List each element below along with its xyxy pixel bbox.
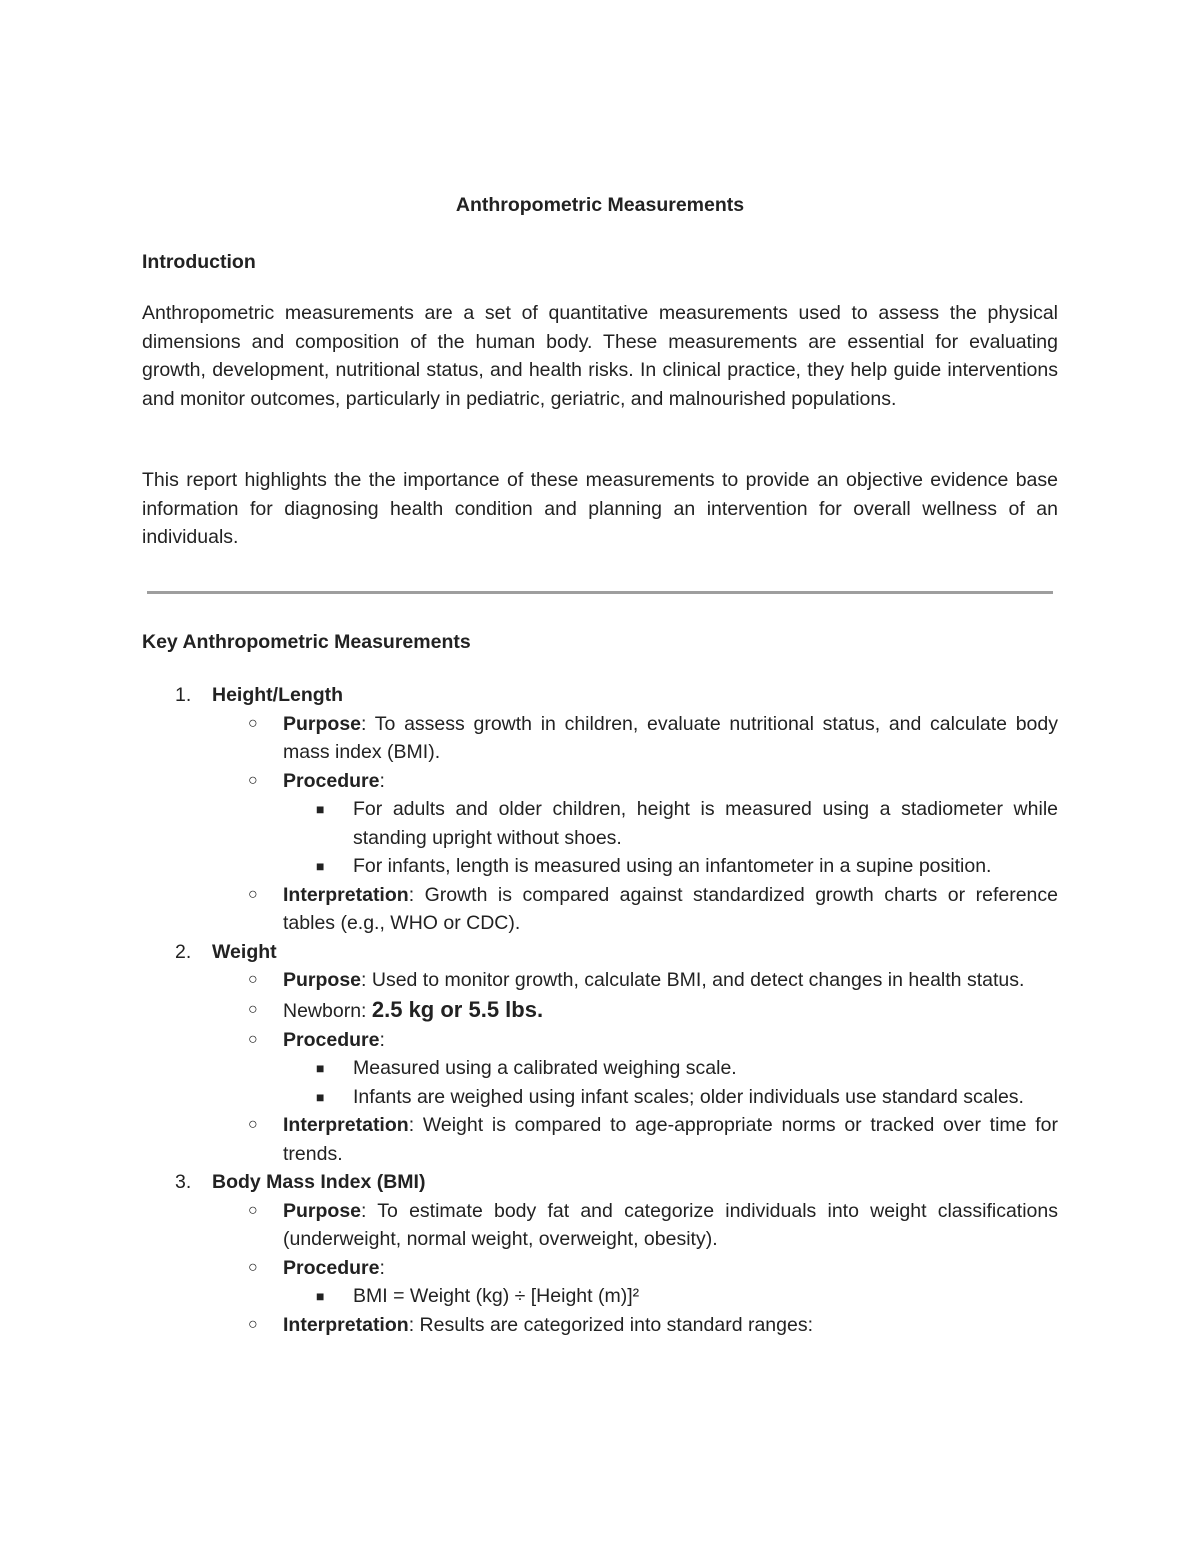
procedure-step-text: Infants are weighed using infant scales; older individuals use standard scales. xyxy=(353,1085,1024,1108)
circle-bullet-icon: ○ xyxy=(248,885,258,903)
circle-bullet-icon: ○ xyxy=(248,714,258,732)
procedure-step xyxy=(142,1282,1058,1311)
circle-bullet-icon: ○ xyxy=(248,1315,258,1333)
horizontal-divider xyxy=(147,591,1053,594)
procedure-colon: : xyxy=(379,769,385,792)
measurements-list xyxy=(142,681,1058,1339)
sub-item-purpose xyxy=(142,710,1058,767)
sub-item-purpose xyxy=(142,966,1058,995)
procedure-step xyxy=(142,1083,1058,1112)
interpretation-text: : Growth is compared against standardized growth charts or reference tables (e.g., WHO or CDC). xyxy=(283,883,1058,934)
circle-bullet-icon: ○ xyxy=(248,1116,258,1133)
purpose-label: Purpose xyxy=(283,712,362,735)
circle-bullet-icon: ○ xyxy=(248,771,258,789)
key-measurements-heading: Key Anthropometric Measurements xyxy=(142,631,471,653)
list-number: 2. xyxy=(175,940,192,963)
interpretation-label: Interpretation xyxy=(283,1114,409,1136)
procedure-colon: : xyxy=(379,1028,385,1051)
sub-item-newborn xyxy=(142,995,1058,1026)
sub-item-interpretation xyxy=(142,881,1058,938)
list-number: 3. xyxy=(175,1171,192,1193)
sub-item-interpretation xyxy=(142,1311,1058,1340)
list-item-weight xyxy=(142,938,1058,967)
list-item-bmi xyxy=(142,1168,1058,1197)
list-item-title: Height/Length xyxy=(212,684,344,706)
square-bullet-icon: ■ xyxy=(316,801,325,817)
purpose-text: : To assess growth in children, evaluate nutritional status, and calculate body mass index (BMI). xyxy=(283,712,1058,763)
procedure-step xyxy=(142,795,1058,852)
sub-item-procedure xyxy=(142,1254,1058,1283)
procedure-step-text: For infants, length is measured using an infantometer in a supine position. xyxy=(353,855,992,877)
document-title: Anthropometric Measurements xyxy=(455,194,745,216)
interpretation-label: Interpretation xyxy=(283,1313,409,1336)
procedure-step xyxy=(142,1054,1058,1083)
procedure-label: Procedure xyxy=(283,1256,380,1279)
circle-bullet-icon: ○ xyxy=(248,1030,258,1048)
sub-item-purpose xyxy=(142,1197,1058,1254)
interpretation-label: Interpretation xyxy=(283,883,409,906)
procedure-label: Procedure xyxy=(283,769,380,792)
purpose-text: : Used to monitor growth, calculate BMI, and detect changes in health status. xyxy=(361,969,1025,991)
sub-item-procedure xyxy=(142,767,1058,796)
list-number: 1. xyxy=(175,684,192,706)
list-item-title: Body Mass Index (BMI) xyxy=(212,1171,426,1193)
square-bullet-icon: ■ xyxy=(316,1088,325,1105)
intro-paragraph-2: This report highlights the the importance of these measurements to provide an objective evidence base information for diagnosing health condition and planning an intervention for overall wellness of an individuals. xyxy=(142,469,1058,548)
square-bullet-icon: ■ xyxy=(316,1060,325,1076)
square-bullet-icon: ■ xyxy=(316,1288,325,1304)
purpose-label: Purpose xyxy=(283,1199,362,1222)
sub-item-procedure xyxy=(142,1026,1058,1055)
newborn-label: Newborn: xyxy=(283,999,372,1022)
procedure-step xyxy=(142,852,1058,881)
interpretation-text: : Results are categorized into standard ranges: xyxy=(408,1313,813,1336)
procedure-label: Procedure xyxy=(283,1028,380,1051)
procedure-colon: : xyxy=(379,1256,385,1279)
intro-paragraph-1: Anthropometric measurements are a set of quantitative measurements used to assess the physical dimensions and composition of the human body. These measurements are essential for evaluating growth, development, nutritional status, and health risks. In clinical practice, they help guide interventions and monitor outcomes, particularly in pediatric, geriatric, and malnourished populations. xyxy=(142,302,1058,410)
circle-bullet-icon: ○ xyxy=(248,1201,258,1219)
circle-bullet-icon: ○ xyxy=(248,1258,258,1276)
square-bullet-icon: ■ xyxy=(316,858,325,874)
bmi-formula: BMI = Weight (kg) ÷ [Height (m)]² xyxy=(353,1285,640,1307)
introduction-heading: Introduction xyxy=(142,251,256,273)
sub-item-interpretation xyxy=(142,1111,1058,1168)
newborn-weight-value: 2.5 kg or 5.5 lbs. xyxy=(371,996,544,1022)
interpretation-text: : Weight is compared to age-appropriate norms or tracked over time for trends. xyxy=(283,1114,1058,1165)
list-item-height xyxy=(142,681,1058,710)
purpose-text: : To estimate body fat and categorize individuals into weight classifications (underweight, normal weight, overweight, obesity). xyxy=(283,1199,1058,1250)
procedure-step-text: For adults and older children, height is measured using a stadiometer while standing upright without shoes. xyxy=(353,798,1058,849)
circle-bullet-icon: ○ xyxy=(248,971,258,988)
procedure-step-text: Measured using a calibrated weighing scale. xyxy=(353,1057,737,1079)
circle-bullet-icon: ○ xyxy=(248,1000,258,1018)
purpose-label: Purpose xyxy=(283,969,362,991)
list-item-title: Weight xyxy=(212,940,277,963)
